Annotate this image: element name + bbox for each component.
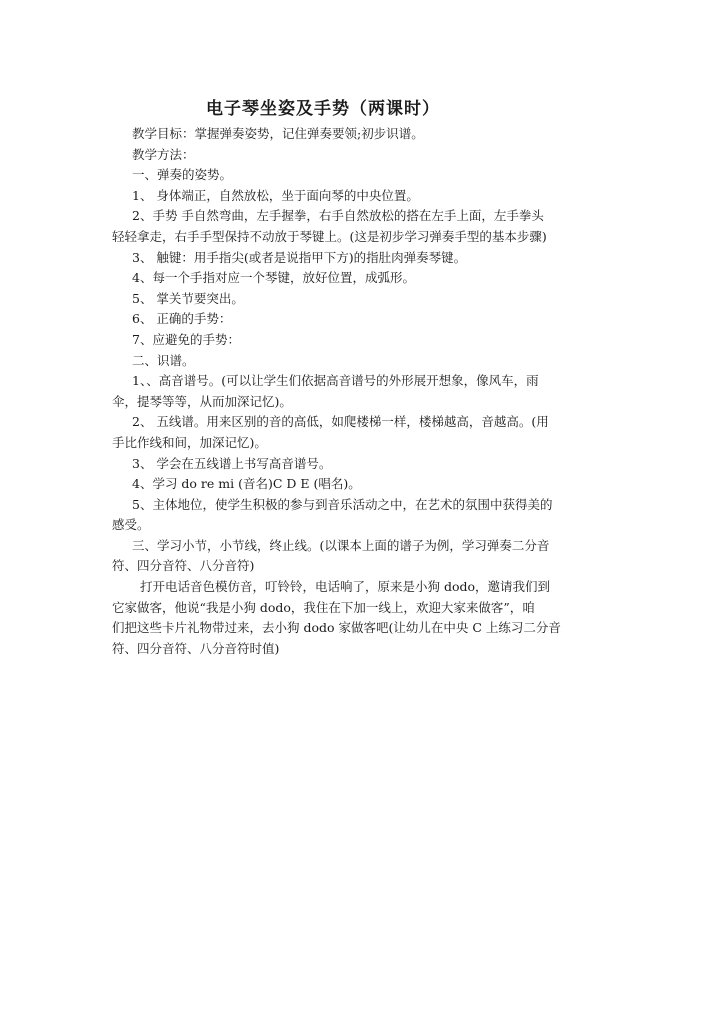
text-line-notation-1a: 1、、高音谱号。(可以让学生们依据高音谱号的外形展开想象，像风车，雨 bbox=[132, 373, 539, 389]
text-line-teaching-method: 教学方法： bbox=[132, 146, 195, 162]
section-heading-notation: 二、识谱。 bbox=[132, 352, 195, 368]
text-line-notation-5a: 5、主体地位，使学生积极的参与到音乐活动之中，在艺术的氛围中获得美的 bbox=[132, 496, 553, 512]
text-line-posture-2a: 2、手势 手自然弯曲，左手握拳，右手自然放松的搭在左手上面，左手拳头 bbox=[132, 208, 544, 224]
text-line-notation-3: 3、 学会在五线谱上书写高音谱号。 bbox=[132, 455, 332, 471]
text-line-notation-1b: 伞，提琴等等，从而加深记忆)。 bbox=[112, 393, 292, 409]
text-line-posture-1: 1、 身体端正，自然放松，坐于面向琴的中央位置。 bbox=[132, 187, 419, 203]
text-line-notation-2a: 2、 五线谱。用来区别的音的高低，如爬楼梯一样，楼梯越高，音越高。(用 bbox=[132, 414, 549, 430]
section-heading-posture: 一、弹奏的姿势。 bbox=[132, 167, 233, 183]
text-line-notation-2b: 手比作线和间，加深记忆)。 bbox=[112, 434, 267, 450]
section-heading-measures-b: 符、四分音符、八分音符) bbox=[112, 558, 255, 574]
text-line-posture-5: 5、 掌关节要突出。 bbox=[132, 290, 244, 306]
text-line-posture-3: 3、 触键：用手指尖(或者是说指甲下方)的指肚肉弹奏琴键。 bbox=[132, 249, 467, 265]
text-line-notation-5b: 感受。 bbox=[112, 517, 150, 533]
document-body bbox=[112, 124, 614, 659]
document-title: 电子琴坐姿及手势（两课时） bbox=[206, 99, 440, 119]
text-line-teaching-goal: 教学目标：掌握弹奏姿势，记住弹奏要领;初步识谱。 bbox=[132, 126, 424, 141]
text-line-posture-4: 4、每一个手指对应一个琴键，放好位置，成弧形。 bbox=[132, 270, 415, 286]
text-line-posture-7: 7、应避免的手势： bbox=[132, 331, 240, 347]
text-line-story-c: 们把这些卡片礼物带过来，去小狗 dodo 家做客吧(让幼儿在中央 C 上练习二分音 bbox=[112, 620, 561, 636]
text-line-posture-6: 6、 正确的手势： bbox=[132, 311, 232, 327]
text-line-story-a: 打开电话音色模仿音，叮铃铃，电话响了，原来是小狗 dodo，邀请我们到 bbox=[140, 579, 551, 595]
text-line-story-d: 符、四分音符、八分音符时值) bbox=[112, 640, 280, 656]
text-line-story-b: 它家做客，他说“我是小狗 dodo，我住在下加一线上，欢迎大家来做客”，咱 bbox=[112, 599, 535, 615]
section-heading-measures-a: 三、学习小节，小节线，终止线。(以课本上面的谱子为例，学习弹奏二分音 bbox=[132, 537, 550, 553]
text-line-notation-4: 4、学习 do re mi (音名)C D E (唱名)。 bbox=[132, 476, 361, 492]
text-line-posture-2b: 轻轻拿走，右手手型保持不动放于琴键上。(这是初步学习弹奏手型的基本步骤) bbox=[112, 228, 547, 244]
